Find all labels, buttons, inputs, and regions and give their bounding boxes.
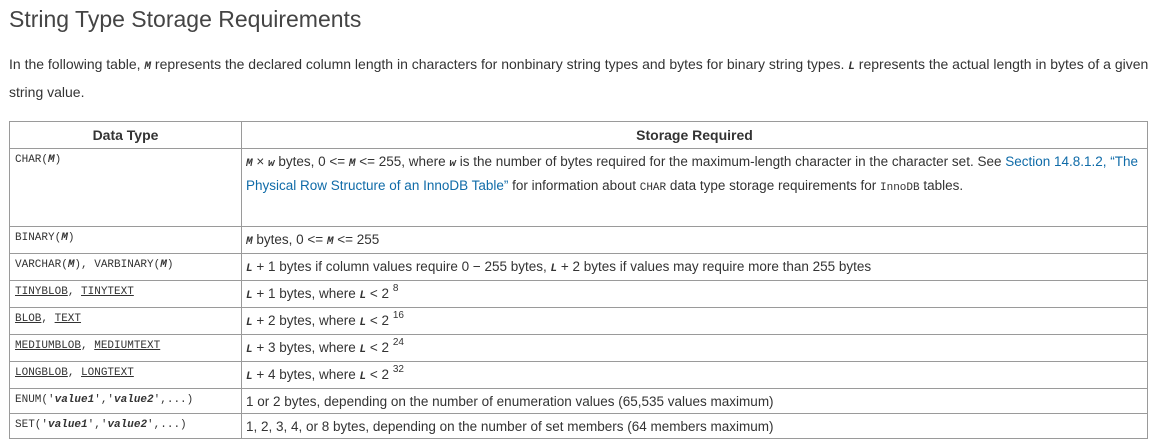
type-text: BINARY(	[15, 232, 62, 244]
req-cell-binary	[242, 227, 1148, 254]
intro-l-var: L	[848, 61, 855, 73]
req-var: L	[550, 263, 558, 275]
req-var: M	[348, 158, 356, 170]
intro-paragraph	[9, 52, 1149, 105]
req-text: + 3 bytes, where	[252, 340, 360, 355]
type-separator: ,	[81, 340, 95, 352]
table-row	[10, 414, 1148, 439]
type-text: ','	[94, 394, 115, 406]
type-var: value2	[114, 394, 154, 406]
req-text: < 2	[366, 286, 393, 301]
table-row	[10, 281, 1148, 308]
type-text: ','	[87, 419, 108, 431]
type-cell-char	[10, 149, 242, 227]
type-var: M	[48, 154, 55, 166]
table-row	[10, 362, 1148, 389]
req-var: L	[246, 344, 253, 356]
req-text: < 2	[366, 367, 393, 382]
storage-requirements-table	[9, 121, 1148, 439]
req-code: InnoDB	[880, 182, 920, 194]
table-header-row	[10, 122, 1148, 149]
req-text: + 2 bytes if values may require more than 255 bytes	[557, 259, 872, 274]
req-cell-mediumblob	[242, 335, 1148, 362]
req-var: M	[326, 236, 334, 248]
tinyblob-link[interactable]: TINYBLOB	[15, 286, 68, 298]
req-cell-enum: 1 or 2 bytes, depending on the number of enumeration values (65,535 values maximum)	[242, 389, 1148, 414]
req-text: ×	[252, 154, 268, 169]
req-cell-char	[242, 149, 1148, 227]
intro-text-3: represents the actual length in bytes of a given string value.	[9, 56, 1149, 100]
req-text: < 2	[366, 340, 393, 355]
type-cell-binary	[10, 227, 242, 254]
req-text: + 4 bytes, where	[252, 367, 360, 382]
req-var: L	[246, 317, 253, 329]
req-text: data type storage requirements for	[666, 178, 880, 193]
req-text: bytes, 0 <=	[274, 154, 349, 169]
page-title: String Type Storage Requirements	[9, 6, 362, 32]
req-cell-varchar	[242, 254, 1148, 281]
req-var: L	[359, 344, 367, 356]
type-separator: ,	[67, 286, 82, 298]
type-var: value1	[54, 394, 95, 406]
header-storage-required: Storage Required	[242, 122, 1148, 149]
type-cell-mediumblob	[10, 335, 242, 362]
table-row	[10, 149, 1148, 227]
type-text: )	[67, 232, 75, 244]
req-var: w	[268, 158, 275, 170]
req-text: + 1 bytes, where	[252, 286, 360, 301]
table-row	[10, 308, 1148, 335]
req-var: w	[449, 158, 456, 170]
req-text: is the number of bytes required for the maximum-length character in the character set. See	[455, 154, 1006, 169]
req-var: L	[359, 290, 367, 302]
req-cell-blob	[242, 308, 1148, 335]
table-row	[10, 335, 1148, 362]
type-var: M	[61, 232, 68, 244]
table-row	[10, 389, 1148, 414]
intro-m-var: M	[144, 61, 152, 73]
req-cell-longblob	[242, 362, 1148, 389]
req-var: L	[246, 290, 253, 302]
req-cell-set: 1, 2, 3, 4, or 8 bytes, depending on the number of set members (64 members maximum)	[242, 414, 1148, 439]
type-cell-blob	[10, 308, 242, 335]
type-cell-longblob	[10, 362, 242, 389]
type-text: ENUM('	[15, 394, 55, 406]
req-text: <= 255	[333, 232, 380, 247]
header-data-type: Data Type	[10, 122, 242, 149]
type-text: ',...)	[147, 419, 187, 431]
req-var: L	[359, 317, 367, 329]
type-text: )	[54, 154, 62, 166]
type-cell-set	[10, 414, 242, 439]
tinytext-link[interactable]: TINYTEXT	[81, 286, 134, 298]
table-row	[10, 254, 1148, 281]
req-text: for information about	[508, 178, 640, 193]
text-link[interactable]: TEXT	[54, 313, 82, 325]
req-exponent: 32	[392, 363, 404, 375]
type-separator: ,	[41, 313, 55, 325]
type-var: value2	[107, 419, 148, 431]
table-row	[10, 227, 1148, 254]
type-text: ',...)	[153, 394, 194, 406]
type-var: M	[160, 259, 167, 271]
req-text: + 1 bytes if column values require 0 − 255 bytes,	[252, 259, 551, 274]
req-text: < 2	[366, 313, 393, 328]
innodb-row-structure-link[interactable]: Section 14.8.1.2, “The Physical Row Structure of an InnoDB Table”	[246, 154, 1139, 193]
longtext-link[interactable]: LONGTEXT	[81, 367, 134, 379]
req-exponent: 24	[392, 336, 404, 348]
req-cell-tinyblob	[242, 281, 1148, 308]
type-var: M	[67, 259, 75, 271]
req-var: L	[246, 263, 253, 275]
type-text: )	[166, 259, 174, 271]
req-var: L	[246, 371, 253, 383]
intro-text-2: represents the declared column length in characters for nonbinary string types and bytes for binary string types.	[151, 56, 849, 72]
type-cell-varchar	[10, 254, 242, 281]
longblob-link[interactable]: LONGBLOB	[15, 367, 68, 379]
type-cell-tinyblob	[10, 281, 242, 308]
req-var: M	[246, 236, 253, 248]
blob-link[interactable]: BLOB	[15, 313, 42, 325]
req-text: + 2 bytes, where	[252, 313, 360, 328]
req-exponent: 8	[392, 282, 399, 294]
req-text: bytes, 0 <=	[252, 232, 327, 247]
mediumblob-link[interactable]: MEDIUMBLOB	[15, 340, 82, 352]
type-text: ), VARBINARY(	[74, 259, 161, 271]
req-text: tables.	[919, 178, 964, 193]
req-code: CHAR	[639, 182, 667, 194]
type-separator: ,	[67, 367, 82, 379]
type-text: CHAR(	[15, 154, 49, 166]
mediumtext-link[interactable]: MEDIUMTEXT	[94, 340, 161, 352]
req-exponent: 16	[392, 309, 404, 321]
type-text: VARCHAR(	[15, 259, 68, 271]
type-text: SET('	[15, 419, 49, 431]
intro-text-1: In the following table,	[9, 56, 145, 72]
req-text: <= 255, where	[355, 154, 450, 169]
req-var: L	[359, 371, 367, 383]
type-var: value1	[48, 419, 88, 431]
type-cell-enum	[10, 389, 242, 414]
req-var: M	[246, 158, 253, 170]
